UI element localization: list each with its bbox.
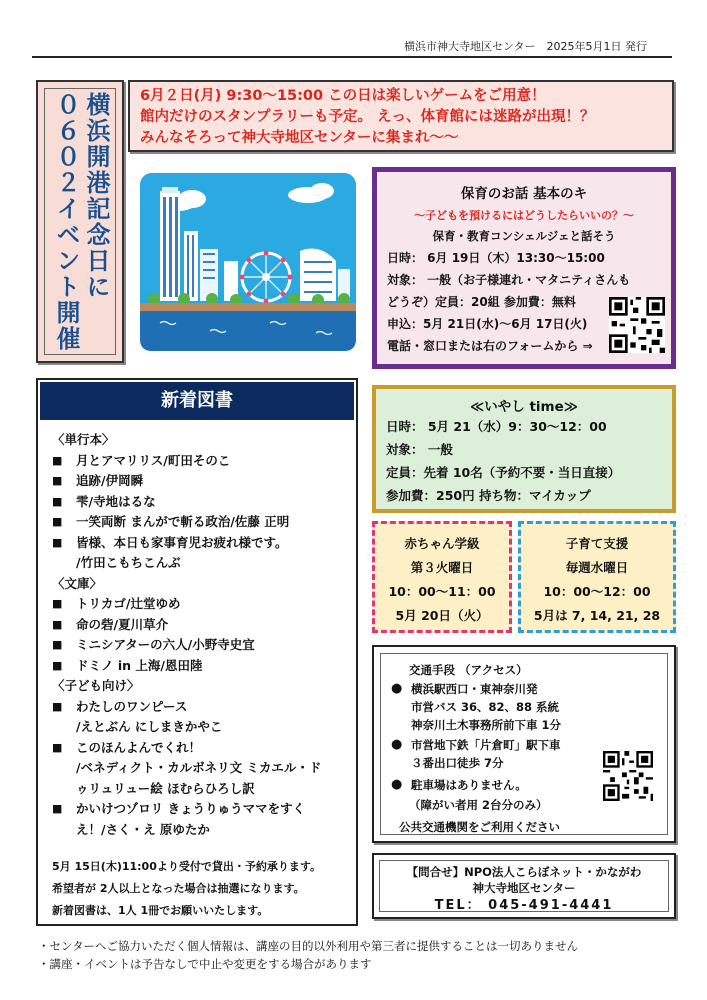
book-item: ■ 皆様、本日も家事育児お疲れ様です。	[52, 533, 352, 554]
book-item-continued: /ベネディクト・カルボネリ文 ミカエル・ド	[76, 760, 322, 775]
event-line: みんなそろって神大寺地区センターに集まれ～～	[140, 130, 459, 146]
book-list	[52, 430, 352, 840]
book-item: ■ ドミノ in 上海/恩田陸	[52, 656, 352, 677]
bullet-dot-icon: ●	[391, 681, 403, 696]
book-item-continued: /竹田こもちこんぶ	[76, 555, 181, 570]
iyashi-detail-line: 定員：先着 10名（予約不要・当日直接）	[386, 465, 621, 480]
access-subway-line-1: 市営地下鉄「片倉町」駅下車	[411, 738, 561, 752]
access-heading: 交通手段 （アクセス）	[409, 663, 528, 677]
iyashi-detail-line: 参加費：250円 持ち物：マイカップ	[386, 488, 591, 503]
book-category: 〈単行本〉	[52, 432, 115, 447]
iyashi-title: ≪いやし time≫	[470, 399, 578, 415]
yokohama-harbor-illustration	[140, 173, 356, 351]
access-panel-inner	[380, 653, 668, 835]
support-dates: 5月は 7, 14, 21, 28	[533, 608, 661, 623]
talk-subtitle: ～子どもを預けるにはどうしたらいいの？～	[414, 209, 634, 222]
book-item: ■ このほんよんでくれ！	[52, 738, 352, 759]
baby-class-time: 10：00～11：00	[388, 584, 496, 599]
contact-center-name: 神大寺地区センター	[472, 881, 576, 895]
childcare-support-panel	[518, 521, 676, 633]
book-item-continued: え！/さく・え 原ゆたか	[76, 821, 210, 837]
support-title: 子育て支援	[565, 536, 629, 551]
event-banner	[128, 80, 674, 152]
support-day: 毎週水曜日	[565, 560, 629, 575]
access-bus-item	[391, 680, 657, 698]
iyashi-detail-line: 日時： 5月 21（水）9：30～12：00	[386, 419, 607, 434]
access-bus-line-2: 市営バス 36、82、88 系統	[411, 700, 560, 714]
books-notes	[52, 856, 352, 922]
book-item: ■ かいけつゾロリ きょうりゅうママをすく	[52, 799, 352, 820]
talk-detail-line: 電話・窓口または右のフォームから ⇒	[387, 339, 593, 353]
book-item: ■ 一笑両断 まんがで斬る政治/佐藤 正明	[52, 512, 352, 533]
title-line-1: 横浜開港記念日に	[82, 92, 110, 300]
access-parking-note: （障がい者用 2台分のみ）	[409, 798, 548, 812]
talk-title: 保育のお話 基本のキ	[460, 186, 588, 202]
contact-panel	[372, 853, 676, 919]
support-time: 10：00～12：00	[543, 584, 651, 599]
book-item: ■ わたしのワンピース	[52, 697, 352, 718]
contact-panel-inner	[379, 860, 669, 912]
title-panel	[36, 80, 124, 363]
book-category: 〈子ども向け〉	[52, 678, 140, 693]
access-subway-line-2: ３番出口徒歩 7分	[411, 756, 504, 770]
talk-subtitle-2: 保育・教育コンシェルジェと話そう	[432, 229, 616, 243]
talk-detail-line: 申込：5月 21日(水)～6月 17日(火)	[387, 317, 588, 331]
event-line: 6月２日(月) 9:30～15:00 この日は楽しいゲームをご用意！	[140, 88, 546, 104]
book-item: ■ 命の砦/夏川草介	[52, 615, 352, 636]
baby-class-panel	[372, 521, 512, 633]
talk-detail-line: どうぞ）定員：20組 参加費：無料	[387, 295, 576, 309]
baby-class-date: 5月 20日（火）	[395, 608, 489, 623]
contact-organization: 【問合せ】NPO法人こらぼネット・かながわ	[406, 865, 642, 879]
title-line-2: ０６０２イベント開催	[52, 92, 80, 352]
header-rule	[32, 56, 672, 58]
access-bus-line-1: 横浜駅西口・東神奈川発	[411, 682, 538, 696]
baby-class-day: 第３火曜日	[410, 560, 474, 575]
new-books-heading: 新着図書	[40, 382, 354, 420]
book-item-continued: /えとぶん にしまきかやこ	[76, 719, 223, 734]
footer-change-note: ・講座・イベントは予告なしで中止や変更をする場合があります	[38, 957, 372, 971]
footer-privacy-note: ・センターへご協力いただく個人情報は、講座の目的以外利用や第三者に提供することは一切ありません	[38, 939, 579, 953]
books-note-line: 新着図書は、1人 1冊でお願いいたします。	[52, 904, 269, 917]
book-item: ■ トリカゴ/辻堂ゆめ	[52, 594, 352, 615]
book-item: ■ 月とアマリリス/町田そのこ	[52, 451, 352, 472]
iyashi-detail-line: 対象： 一般	[386, 442, 453, 457]
access-public-transport: 公共交通機関をご利用ください	[399, 820, 560, 834]
event-line: 館内だけのスタンプラリーも予定。 えっ、体育館には迷路が出現！？	[140, 109, 595, 125]
book-item-continued: ゥリュリュー絵 ほむらひろし訳	[76, 780, 255, 796]
books-note-line: 5月 15日(木)11:00より受付で貸出・予約承ります。	[52, 860, 321, 873]
talk-detail-line: 対象： 一般（お子様連れ・マタニティさんも	[387, 273, 631, 287]
baby-class-title: 赤ちゃん学級	[404, 536, 480, 551]
bullet-dot-icon: ●	[391, 777, 403, 792]
book-category: 〈文庫〉	[52, 575, 103, 591]
access-bus-line-3: 神奈川土木事務所前下車 1分	[411, 718, 562, 732]
new-books-panel	[36, 378, 358, 926]
talk-details	[387, 247, 631, 357]
bullet-dot-icon: ●	[391, 737, 403, 752]
access-panel	[372, 645, 676, 843]
talk-detail-line: 日時： 6月 19日（木）13:30～15:00	[387, 251, 605, 265]
iyashi-time-panel	[372, 385, 676, 513]
contact-phone[interactable]: TEL： 045-491-4441	[434, 898, 614, 913]
books-note-line: 希望者が 2人以上となった場合は抽選になります。	[52, 882, 305, 895]
access-parking-line: 駐車場はありません。	[411, 778, 527, 792]
book-item: ■ 雫/寺地はるな	[52, 492, 352, 513]
application-form-qr-code[interactable]	[609, 297, 665, 353]
access-map-qr-code[interactable]	[603, 751, 653, 801]
issue-header: 横浜市神大寺地区センター 2025年5月1日 発行	[403, 40, 647, 53]
book-item: ■ 追跡/伊岡瞬	[52, 471, 352, 492]
book-item: ■ ミニシアターの六人/小野寺史宜	[52, 635, 352, 656]
